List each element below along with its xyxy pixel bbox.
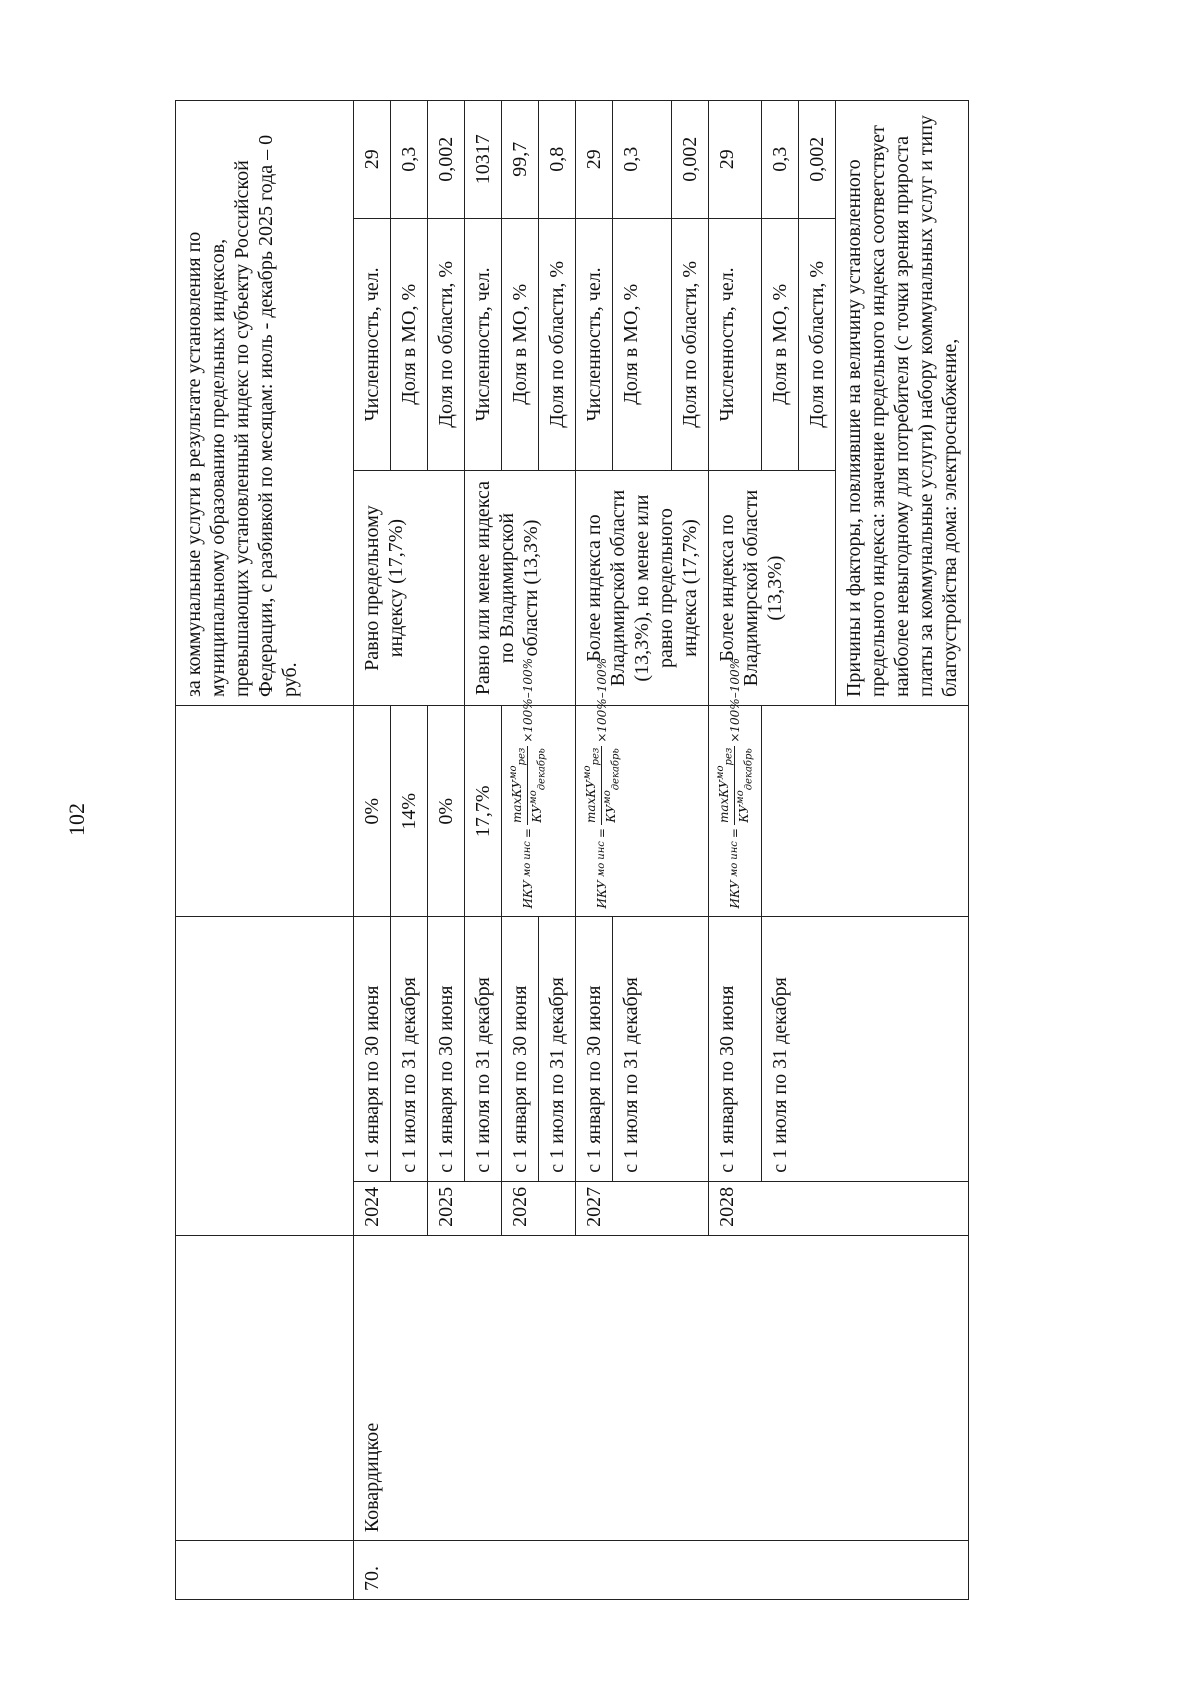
- index-value: 0%: [428, 706, 465, 917]
- period-label: с 1 июля по 31 декабря: [391, 917, 428, 1181]
- cell-empty: [176, 1235, 354, 1540]
- indicator-count: Численность, чел.: [354, 218, 391, 471]
- indicator-share-mo: Доля в МО, %: [502, 218, 539, 471]
- period-label: с 1 января по 30 июня: [354, 917, 391, 1181]
- formula-cell: [576, 658, 709, 917]
- table-row: [176, 101, 354, 1600]
- cell-empty: [761, 706, 968, 917]
- year-2027: 2027: [576, 1181, 709, 1235]
- indicator-share-region: Доля по области, %: [672, 218, 709, 471]
- formula-cell: [709, 658, 762, 917]
- cell-empty: [176, 706, 354, 917]
- period-label: с 1 июля по 31 декабря: [465, 917, 502, 1181]
- indicator-share-region: Доля по области, %: [428, 218, 465, 471]
- indicator-share-mo: Доля в МО, %: [761, 218, 798, 471]
- period-label: с 1 июля по 31 декабря: [761, 917, 968, 1181]
- category-1: Равно предельному индексу (17,7%): [354, 471, 465, 706]
- year-2024: 2024: [354, 1181, 428, 1235]
- indicator-count: Численность, чел.: [576, 218, 613, 471]
- value-cell: 29: [576, 101, 613, 219]
- period-label: с 1 января по 30 июня: [428, 917, 465, 1181]
- index-value: 0%: [354, 706, 391, 917]
- indicator-count: Численность, чел.: [465, 218, 502, 471]
- formula: ИКУ мо инс = maxКУ$^{мо}_{рез}$ $КУ^{мо}_{декабрь}$ ×100%–100%: [582, 658, 622, 909]
- period-label: с 1 января по 30 июня: [576, 917, 613, 1181]
- rotated-table-page: [175, 100, 1125, 1600]
- header-text: за коммунальные услуги в результате установления по муниципальному образованию предельных индексов, превышающих установленный индекс по субъекту Российской Федерации, с разбивкой по месяцам: июль - декабрь 2025 года – 0 руб.: [176, 101, 354, 706]
- value-cell: 0,002: [672, 101, 709, 219]
- row-index: 70.: [354, 1541, 969, 1600]
- indicator-share-region: Доля по области, %: [798, 218, 835, 471]
- value-cell: 29: [709, 101, 762, 219]
- value-cell: 0,3: [761, 101, 798, 219]
- year-2025: 2025: [428, 1181, 502, 1235]
- indicator-count: Численность, чел.: [709, 218, 762, 471]
- value-cell: 0,3: [613, 101, 672, 219]
- formula: ИКУ мо инс = maxКУ$^{мо}_{рез}$ $КУ^{мо}_{декабрь}$ ×100%–100%: [715, 658, 755, 909]
- value-cell: 0,002: [428, 101, 465, 219]
- page-number: 102: [64, 803, 89, 836]
- value-cell: 99,7: [502, 101, 539, 219]
- year-2028: 2028: [709, 1181, 969, 1235]
- category-2: Равно или менее индекса по Владимирской области (13,3%): [465, 471, 576, 706]
- causes-text: Причины и факторы, повлиявшие на величину установленного предельного индекса: значение предельного индекса соответствует наиболее невыгодному для потребителя (с точки зрения прироста платы за коммунальные услуги) набору коммунальных услуг и типу благоустройства дома: электроснабжение,: [835, 101, 968, 706]
- indicator-share-mo: Доля в МО, %: [613, 218, 672, 471]
- period-label: с 1 января по 30 июня: [709, 917, 762, 1181]
- formula: ИКУ мо инс = maxКУ$^{мо}_{рез}$ $КУ^{мо}_{декабрь}$ ×100%–100%: [508, 658, 548, 909]
- value-cell: 0,3: [391, 101, 428, 219]
- table-row: [354, 101, 391, 1600]
- value-cell: 0,8: [539, 101, 576, 219]
- value-cell: 29: [354, 101, 391, 219]
- formula-cell: [502, 658, 576, 917]
- year-2026: 2026: [502, 1181, 576, 1235]
- cell-empty: [176, 1541, 354, 1600]
- value-cell: 0,002: [798, 101, 835, 219]
- period-label: с 1 июля по 31 декабря: [539, 917, 576, 1181]
- municipality-name: Ковардицкое: [354, 1235, 969, 1540]
- period-label: с 1 января по 30 июня: [502, 917, 539, 1181]
- category-3: Более индекса по Владимирской области (13,3%), но менее или равно предельного индекса (17,7%): [576, 471, 709, 706]
- category-4: Более индекса по Владимирской области (13,3%): [709, 471, 836, 706]
- cell-empty: [176, 917, 354, 1235]
- indicator-share-mo: Доля в МО, %: [391, 218, 428, 471]
- index-value: 14%: [391, 706, 428, 917]
- value-cell: 10317: [465, 101, 502, 219]
- indicator-share-region: Доля по области, %: [539, 218, 576, 471]
- index-table: [175, 100, 969, 1600]
- period-label: с 1 июля по 31 декабря: [613, 917, 709, 1181]
- index-value: 17,7%: [465, 706, 502, 917]
